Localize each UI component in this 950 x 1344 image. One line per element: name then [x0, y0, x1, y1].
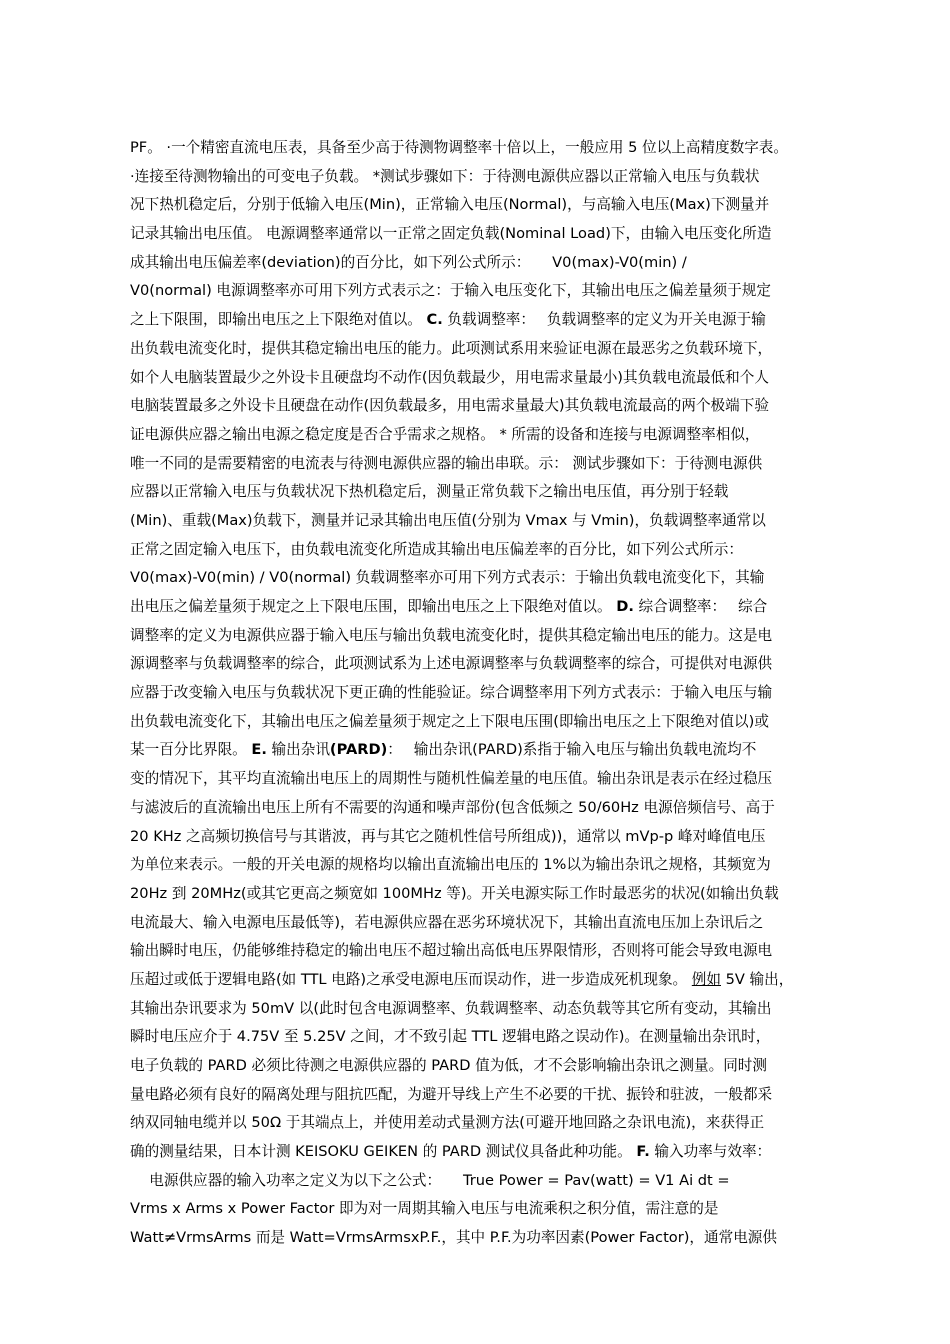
text-line-4: 记录其输出电压值。 电源调整率通常以一正常之固定负载(Nominal Load)下，由输入电压变化所造	[130, 225, 772, 243]
text-line-28: 电流最大、输入电源电压最低等)，若电源供应器在恶劣环境状况下，其输出直流电压加上杂讯后之	[130, 913, 764, 931]
text-line-1: PF。 ·一个精密直流电压表，具备至少高于待测物调整率十倍以上，一般应用 5 位以上高精度数字表。	[130, 139, 788, 156]
text-line-26: 为单位来表示。一般的开关电源的规格均以输出直流输出电压的 1%以为输出杂讯之规格，其频宽为	[130, 856, 771, 874]
text-line-16: V0(max)-V0(min) / V0(normal) 负载调整率亦可用下列方式表示：于输出负载电流变化下，其输	[130, 569, 765, 587]
text-line-13: 应器以正常输入电压与负载状况下热机稳定后，测量正常负载下之输出电压值，再分别于轻载	[130, 483, 729, 501]
text-line-27: 20Hz 到 20MHz(或其它更高之频宽如 100MHz 等)。开关电源实际工作时最恶劣的状况(如输出负载	[130, 884, 779, 902]
text-line-3: 况下热机稳定后，分别于低输入电压(Min)，正常输入电压(Normal)，与高输入电压(Max)下测量并	[130, 196, 770, 214]
text-line-37: 电源供应器的输入功率之定义为以下之公式： True Power = Pav(watt) = V1 Ai dt =	[130, 1171, 730, 1189]
text-line-19: 源调整率与负载调整率的综合，此项测试系为上述电源调整率与负载调整率的综合，可提供对电源供	[130, 655, 773, 673]
text-line-29: 输出瞬时电压，仍能够维持稳定的输出电压不超过输出高低电压界限情形，否则将可能会导致电源电	[130, 942, 773, 960]
bold-label: C.	[426, 311, 443, 329]
text-line-21: 出负载电流变化下，其输出电压之偏差量须于规定之上下限电压围(即输出电压之上下限绝对值以)或	[130, 712, 769, 730]
underlined-text: 例如	[691, 970, 721, 988]
text-line-12: 唯一不同的是需要精密的电流表与待测电源供应器的输出串联。示： 测试步骤如下：于待测电源供	[130, 454, 763, 472]
text-line-18: 调整率的定义为电源供应器于输入电压与输出负载电流变化时，提供其稳定输出电压的能力。这是电	[130, 626, 773, 644]
bold-label: F.	[636, 1143, 650, 1161]
bold-label: D.	[616, 598, 634, 615]
text-line-31: 其输出杂讯要求为 50mV 以(此时包含电源调整率、负载调整率、动态负载等其它所有变动，其输出	[130, 999, 772, 1017]
text-line-11: 证电源供应器之输出电源之稳定度是否合乎需求之规格。 * 所需的设备和连接与电源调整率相似，	[130, 425, 760, 443]
text-line-25: 20 KHz 之高频切换信号与其谐波，再与其它之随机性信号所组成))，通常以 mVp-p 峰对峰值电压	[130, 827, 766, 845]
text-line-24: 与滤波后的直流输出电压上所有不需要的沟通和噪声部份(包含低频之 50/60Hz 电源倍频信号、高于	[130, 798, 775, 816]
text-line-8: 出负载电流变化时，提供其稳定输出电压的能力。此项测试系用来验证电源在最恶劣之负载环境下，	[130, 339, 773, 357]
text-line-32: 瞬时电压应介于 4.75V 至 5.25V 之间，才不致引起 TTL 逻辑电路之误动作)。在测量输出杂讯时，	[130, 1028, 771, 1046]
text-line-22: 某一百分比界限。 E. 输出杂讯(PARD)： 输出杂讯(PARD)系指于输入电压与输出负载电流均不	[130, 741, 757, 759]
text-line-7: 之上下限围，即输出电压之上下限绝对值以。 C. 负载调整率： 负载调整率的定义为开关电源于输	[130, 311, 766, 329]
text-line-36: 确的测量结果，日本计测 KEISOKU GEIKEN 的 PARD 测试仪具备此种功能。 F. 输入功率与效率：	[130, 1143, 772, 1161]
text-line-14: (Min)、重载(Max)负载下，测量并记录其输出电压值(分别为 Vmax 与 Vmin)，负载调整率通常以	[130, 511, 766, 529]
text-line-23: 变的情况下，其平均直流输出电压上的周期性与随机性偏差量的电压值。输出杂讯是表示在经过稳压	[130, 770, 773, 788]
text-line-2: ·连接至待测物输出的可变电子负载。 *测试步骤如下：于待测电源供应器以正常输入电压与负载状	[130, 167, 760, 185]
text-line-38: Vrms x Arms x Power Factor 即为对一周期其输入电压与电流乘积之积分值，需注意的是	[130, 1200, 719, 1218]
text-line-20: 应器于改变输入电压与负载状况下更正确的性能验证。综合调整率用下列方式表示：于输入电压与输	[130, 684, 773, 702]
text-line-10: 电脑装置最多之外设卡且硬盘在动作(因负载最多，用电需求量最大)其负载电流最高的两个极端下验	[130, 397, 769, 415]
bold-label: E.	[251, 741, 267, 759]
text-line-6: V0(normal) 电源调整率亦可用下列方式表示之：于输入电压变化下，其输出电压之偏差量须于规定	[130, 282, 771, 300]
text-line-15: 正常之固定输入电压下，由负载电流变化所造成其输出电压偏差率的百分比，如下列公式所示：	[130, 540, 743, 558]
text-line-17: 出电压之偏差量须于规定之上下限电压围，即输出电压之上下限绝对值以。 D. 综合调整率： 综合	[130, 598, 768, 615]
bold-label: (PARD)	[329, 741, 388, 759]
text-line-30: 压超过或低于逻辑电路(如 TTL 电路)之承受电源电压而误动作，进一步造成死机现象。 例如 5V 输出，	[130, 970, 794, 988]
text-line-35: 纳双同轴电缆并以 50Ω 于其端点上，并使用差动式量测方法(可避开地回路之杂讯电流)，来获得正	[130, 1114, 765, 1132]
text-line-5: 成其输出电压偏差率(deviation)的百分比，如下列公式所示： V0(max)-V0(min) /	[130, 253, 687, 271]
text-line-9: 如个人电脑装置最少之外设卡且硬盘均不动作(因负载最少，用电需求量最小)其负载电流最低和个人	[130, 368, 769, 386]
body-text	[130, 134, 844, 1253]
text-line-34: 量电路必须有良好的隔离处理与阻抗匹配，为避开导线上产生不必要的干扰、振铃和驻波，一般都采	[130, 1085, 773, 1103]
text-line-33: 电子负载的 PARD 必须比待测之电源供应器的 PARD 值为低，才不会影响输出杂讯之测量。同时测	[130, 1057, 767, 1074]
text-line-39: Watt≠VrmsArms 而是 Watt=VrmsArmsxP.F.，其中 P.F.为功率因素(Power Factor)，通常电源供	[130, 1229, 777, 1247]
